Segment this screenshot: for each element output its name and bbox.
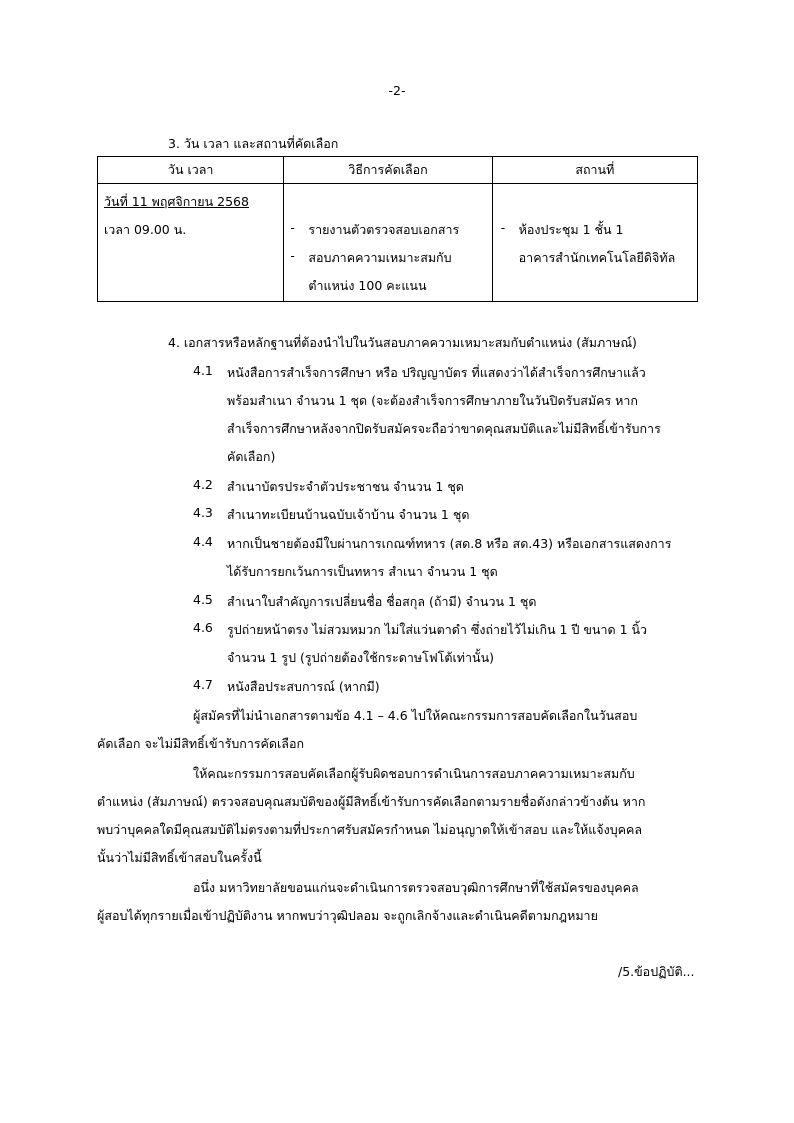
exam-date: วันที่ 11 พฤศจิกายน 2568 xyxy=(104,194,249,209)
item-number: 4.7 xyxy=(193,677,213,692)
header-place: สถานที่ xyxy=(492,157,697,184)
method-line-3: ตำแหน่ง 100 คะแนน xyxy=(308,278,427,293)
method-dash-2: - xyxy=(290,248,295,263)
paragraph-line: คัดเลือก จะไม่มีสิทธิ์เข้ารับการคัดเลือก xyxy=(97,736,305,751)
item-text-line: หากเป็นชายต้องมีใบผ่านการเกณฑ์ทหาร (สด.8 หรือ สด.43) หรือเอกสารแสดงการ xyxy=(227,536,672,551)
paragraph-line: อนึ่ง มหาวิทยาลัยขอนแก่นจะดำเนินการตรวจสอบวุฒิการศึกษาที่ใช้สมัครของบุคคล xyxy=(193,880,639,895)
place-dash: - xyxy=(500,220,506,235)
method-line-2: สอบภาคความเหมาะสมกับ xyxy=(308,250,452,265)
page-number: -2- xyxy=(388,83,406,98)
item-text-line: สำเนาใบสำคัญการเปลี่ยนชื่อ ชื่อสกุล (ถ้ามี) จำนวน 1 ชุด xyxy=(227,594,537,609)
item-text-line: คัดเลือก) xyxy=(227,449,276,464)
item-number: 4.1 xyxy=(193,363,213,378)
place-line-2: อาคารสำนักเทคโนโลยีดิจิทัล xyxy=(518,250,676,265)
item-text-line: สำเนาทะเบียนบ้านฉบับเจ้าบ้าน จำนวน 1 ชุด xyxy=(227,507,470,522)
item-text-line: รูปถ่ายหน้าตรง ไม่สวมหมวก ไม่ใส่แว่นตาดำ ซึ่งถ่ายไว้ไม่เกิน 1 ปี ขนาด 1 นิ้ว xyxy=(227,622,648,637)
section4-heading: 4. เอกสารหรือหลักฐานที่ต้องนำไปในวันสอบภาคความเหมาะสมกับตำแหน่ง (สัมภาษณ์) xyxy=(168,335,637,350)
item-number: 4.3 xyxy=(193,505,213,520)
item-text-line: สำเร็จการศึกษาหลังจากปิดรับสมัครจะถือว่าขาดคุณสมบัติและไม่มีสิทธิ์เข้ารับการ xyxy=(227,421,661,436)
item-text-line: ได้รับการยกเว้นการเป็นทหาร สำเนา จำนวน 1 ชุด xyxy=(227,564,498,579)
item-text-line: สำเนาบัตรประจำตัวประชาชน จำนวน 1 ชุด xyxy=(227,479,464,494)
table-header-row xyxy=(98,157,698,184)
item-text-line: หนังสือประสบการณ์ (หากมี) xyxy=(227,679,380,694)
place-line-1: ห้องประชุม 1 ชั้น 1 xyxy=(518,222,624,237)
method-line-1: รายงานตัวตรวจสอบเอกสาร xyxy=(308,222,460,237)
item-text-line: หนังสือการสำเร็จการศึกษา หรือ ปริญญาบัตร ที่แสดงว่าได้สำเร็จการศึกษาแล้ว xyxy=(227,365,646,380)
paragraph-line: นั้นว่าไม่มีสิทธิ์เข้าสอบในครั้งนี้ xyxy=(97,850,262,865)
header-method: วิธีการคัดเลือก xyxy=(284,157,492,184)
item-number: 4.6 xyxy=(193,620,213,635)
item-number: 4.5 xyxy=(193,592,213,607)
exam-time: เวลา 09.00 น. xyxy=(104,222,187,237)
method-dash-1: - xyxy=(290,220,295,235)
continuation-marker: /5.ข้อปฏิบัติ... xyxy=(618,964,695,979)
paragraph-line: ตำแหน่ง (สัมภาษณ์) ตรวจสอบคุณสมบัติของผู้มีสิทธิ์เข้ารับการคัดเลือกตามรายชื่อดังกล่าวข้างต้น หาก xyxy=(97,794,646,809)
paragraph-line: ให้คณะกรรมการสอบคัดเลือกผู้รับผิดชอบการดำเนินการสอบภาคความเหมาะสมกับ xyxy=(193,766,635,781)
paragraph-line: พบว่าบุคคลใดมีคุณสมบัติไม่ตรงตามที่ประกาศรับสมัครกำหนด ไม่อนุญาตให้เข้าสอบ และให้แจ้งบุคคล xyxy=(97,822,643,837)
header-date-time: วัน เวลา xyxy=(98,157,284,184)
item-number: 4.2 xyxy=(193,477,213,492)
item-text-line: จำนวน 1 รูป (รูปถ่ายต้องใช้กระดาษโฟโต้เท่านั้น) xyxy=(227,650,494,665)
schedule-table xyxy=(97,156,698,302)
section3-heading: 3. วัน เวลา และสถานที่คัดเลือก xyxy=(168,136,339,151)
table-row xyxy=(98,184,698,302)
paragraph-line: ผู้สอบได้ทุกรายเมื่อเข้าปฏิบัติงาน หากพบว่าวุฒิปลอม จะถูกเลิกจ้างและดำเนินคดีตามกฎหมาย xyxy=(97,908,598,923)
item-text-line: พร้อมสำเนา จำนวน 1 ชุด (จะต้องสำเร็จการศึกษาภายในวันปิดรับสมัคร หาก xyxy=(227,393,638,408)
paragraph-line: ผู้สมัครที่ไม่นำเอกสารตามข้อ 4.1 – 4.6 ไปให้คณะกรรมการสอบคัดเลือกในวันสอบ xyxy=(193,708,638,723)
item-number: 4.4 xyxy=(193,534,213,549)
